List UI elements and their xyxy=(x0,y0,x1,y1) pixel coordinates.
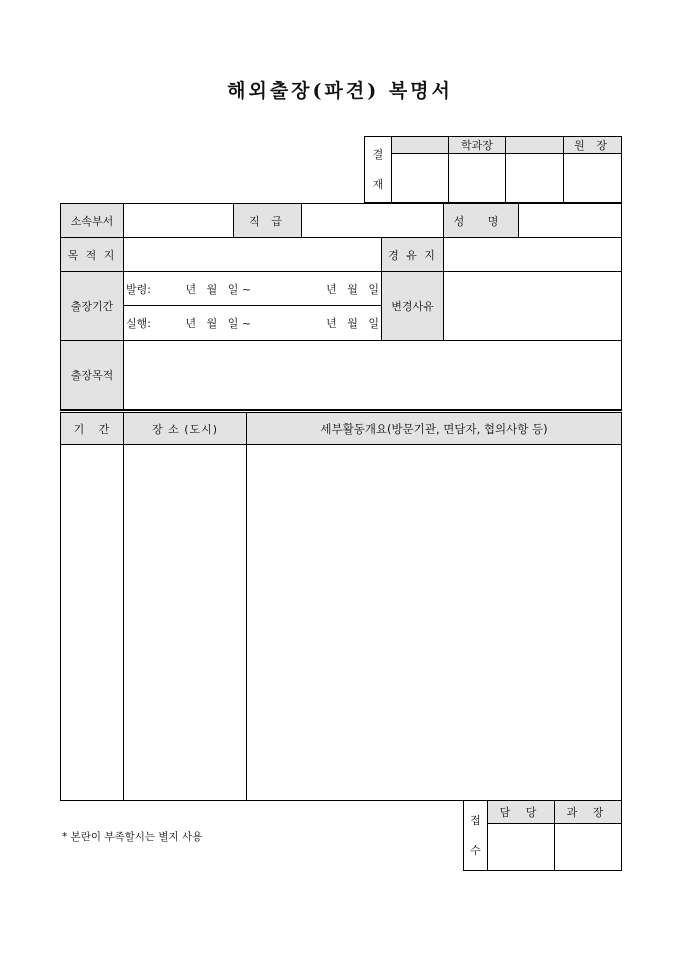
receipt-table xyxy=(463,800,622,871)
approval-col-director: 원 장 xyxy=(564,137,622,154)
approval-col-dept-head: 학과장 xyxy=(449,137,506,154)
approval-label: 결 재 xyxy=(365,137,392,203)
footnote: * 본란이 부족할시는 별지 사용 xyxy=(62,831,203,843)
approval-col-3 xyxy=(506,137,564,154)
name-field[interactable] xyxy=(519,204,622,238)
approval-sign-director[interactable] xyxy=(564,154,622,203)
receipt-col-chief: 과 장 xyxy=(555,801,622,824)
approval-sign-1[interactable] xyxy=(392,154,449,203)
period-body[interactable] xyxy=(61,445,124,801)
col-summary-header: 세부활동개요(방문기관, 면담자, 협의사항 등) xyxy=(247,412,622,445)
approval-table xyxy=(364,136,622,203)
receipt-label: 접 수 xyxy=(464,801,488,871)
period-label: 출장기간 xyxy=(61,272,124,341)
approval-col-1 xyxy=(392,137,449,154)
purpose-label: 출장목적 xyxy=(61,341,124,410)
actual-from[interactable]: 년 월 일 ~ xyxy=(185,317,252,330)
approval-sign-dept-head[interactable] xyxy=(449,154,506,203)
detail-table xyxy=(60,410,622,801)
receipt-sign-chief[interactable] xyxy=(555,824,622,871)
receipt-sign-manager[interactable] xyxy=(488,824,555,871)
actual-row xyxy=(124,306,381,340)
planned-from[interactable]: 년 월 일 ~ xyxy=(185,282,252,296)
via-label: 경 유 지 xyxy=(382,238,444,272)
dept-label: 소속부서 xyxy=(61,204,124,238)
planned-to[interactable]: 년 월 일 xyxy=(326,282,379,296)
rank-label: 직 급 xyxy=(234,204,302,238)
summary-body[interactable] xyxy=(247,445,622,801)
receipt-col-manager: 담 당 xyxy=(488,801,555,824)
period-dates xyxy=(124,272,382,341)
name-label: 성 명 xyxy=(444,204,519,238)
destination-label: 목 적 지 xyxy=(61,238,124,272)
planned-row xyxy=(124,272,381,306)
dept-field[interactable] xyxy=(124,204,234,238)
col-place-header: 장 소 (도시) xyxy=(124,412,247,445)
planned-label: 발령: xyxy=(126,282,151,296)
actual-to[interactable]: 년 월 일 xyxy=(326,317,379,330)
purpose-field[interactable] xyxy=(124,341,622,410)
page-title: 해외출장(파견) 복명서 xyxy=(227,80,453,102)
info-table xyxy=(60,203,622,410)
rank-field[interactable] xyxy=(302,204,444,238)
actual-label: 실행: xyxy=(126,317,151,330)
change-reason-label: 변경사유 xyxy=(382,272,444,341)
destination-field[interactable] xyxy=(124,238,382,272)
approval-sign-3[interactable] xyxy=(506,154,564,203)
col-period-header: 기 간 xyxy=(61,412,124,445)
place-body[interactable] xyxy=(124,445,247,801)
change-reason-field[interactable] xyxy=(444,272,622,341)
via-field[interactable] xyxy=(444,238,622,272)
